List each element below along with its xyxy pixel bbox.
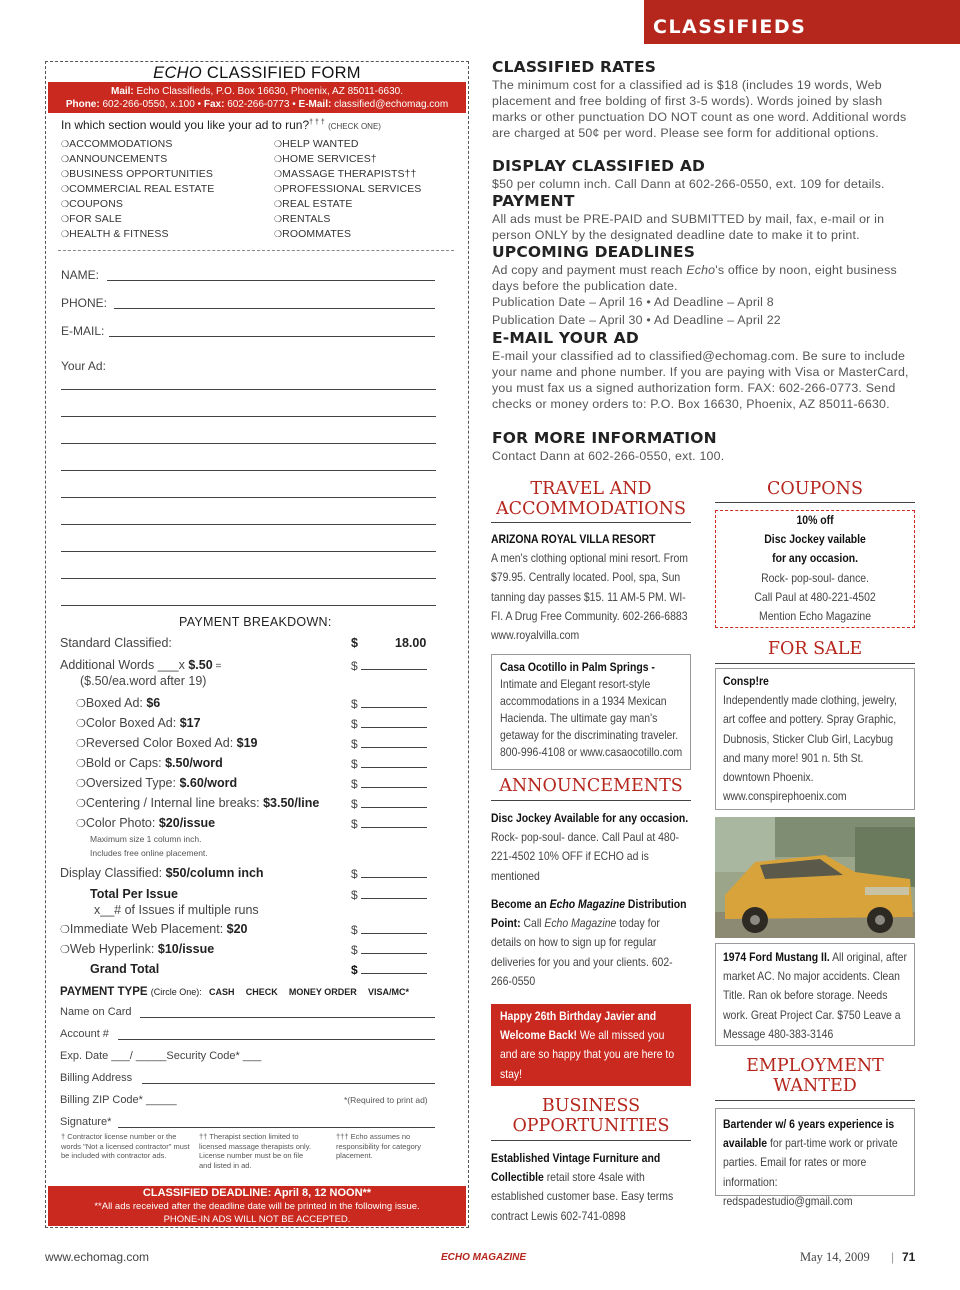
divider — [491, 522, 691, 523]
section-option[interactable]: ❍ PROFESSIONAL SERVICES — [274, 183, 421, 195]
amount-line[interactable]: $ — [351, 942, 427, 957]
for-sale-heading: FOR SALE — [767, 639, 863, 659]
ad-disc-jockey: Disc Jockey Available for any occasion. Rock- pop-soul- dance. Call Paul at 480-221-4502 10% OFF if ECHO ad is mentioned — [491, 811, 689, 883]
ad-text-line[interactable] — [61, 551, 436, 552]
amount-line[interactable]: $ — [351, 716, 427, 731]
amount-line[interactable]: $ — [351, 756, 427, 771]
ad-text-line[interactable] — [61, 470, 436, 471]
standard-amount: 18.00 — [395, 636, 427, 650]
payment-check[interactable]: CHECK — [245, 987, 278, 997]
amount-line[interactable]: $ — [351, 658, 427, 673]
signature-field[interactable] — [118, 1127, 435, 1128]
deadlines-heading: UPCOMING DEADLINES — [492, 243, 696, 261]
travel-heading: TRAVEL AND ACCOMMODATIONS — [496, 479, 686, 519]
phone-label: PHONE: — [61, 296, 108, 310]
account-field[interactable] — [118, 1039, 435, 1040]
billing-address-field[interactable] — [142, 1083, 435, 1084]
payment-breakdown-title: PAYMENT BREAKDOWN: — [179, 615, 332, 629]
display-text: $50 per column inch. Call Dann at 602-266-0550, ext. 109 for details. — [492, 177, 885, 191]
web-hyperlink-option[interactable]: ❍ Web Hyperlink: $10/issue — [60, 942, 214, 956]
section-option[interactable]: ❍ HELP WANTED — [274, 138, 359, 150]
section-option[interactable]: ❍ HOME SERVICES† — [274, 153, 377, 165]
ad-text-line[interactable] — [61, 416, 436, 417]
deadlines-text: Ad copy and payment must reach Echo's office by noon, eight business days before the publication date. — [492, 263, 897, 293]
deadline-april-30: Publication Date – April 30 • Ad Deadline – April 22 — [492, 313, 781, 327]
reversed-color-option[interactable]: ❍ Reversed Color Boxed Ad: $19 — [76, 736, 258, 750]
display-heading: DISPLAY CLASSIFIED AD — [492, 157, 706, 175]
email-label: E-MAIL: — [61, 324, 105, 338]
additional-note: ($.50/ea.word after 19) — [80, 674, 207, 688]
section-option[interactable]: ❍ COMMERCIAL REAL ESTATE — [61, 183, 214, 195]
billing-address-label: Billing Address — [60, 1072, 133, 1084]
online-note: Includes free online placement. — [90, 848, 208, 858]
business-heading: BUSINESS OPPORTUNITIES — [512, 1096, 670, 1136]
section-option[interactable]: ❍ COUPONS — [61, 198, 123, 210]
issues-note: x__# of Issues if multiple runs — [94, 903, 259, 917]
section-option[interactable]: ❍ ROOMMATES — [274, 228, 351, 240]
ad-text-line[interactable] — [61, 605, 436, 606]
ad-vintage-furniture: Established Vintage Furniture and Collectible retail store 4sale with established customer base. Easy terms contract Lewis 602-741-0898 — [491, 1151, 674, 1223]
section-option[interactable]: ❍ RENTALS — [274, 213, 331, 225]
footnote-therapist: †† Therapist section limited to licensed massage therapists only. License number must be on file and listed in ad. — [199, 1132, 312, 1170]
grand-total-line[interactable]: $ — [351, 962, 427, 977]
dollar-sign: $ — [351, 636, 358, 650]
payment-heading: PAYMENT — [492, 192, 575, 210]
phone-in-note: PHONE-IN ADS WILL NOT BE ACCEPTED. — [163, 1214, 351, 1225]
payment-text: All ads must be PRE-PAID and SUBMITTED by mail, fax, e-mail or in person ONLY by the designated deadline date to make it to print. — [492, 212, 885, 242]
name-field[interactable] — [107, 280, 435, 281]
employment-heading: EMPLOYMENT WANTED — [746, 1056, 884, 1096]
coupons-heading: COUPONS — [767, 479, 863, 499]
footnote-contractor: † Contractor license number or the words "Not a licensed contractor" must be included with contractor ads. — [61, 1132, 190, 1160]
section-option[interactable]: ❍ FOR SALE — [61, 213, 122, 225]
ad-text-line[interactable] — [61, 443, 436, 444]
amount-line[interactable]: $ — [351, 776, 427, 791]
payment-cash[interactable]: CASH — [208, 987, 235, 997]
amount-line[interactable]: $ — [351, 922, 427, 937]
more-info-text: Contact Dann at 602-266-0550, ext. 100. — [492, 449, 725, 463]
section-title: CLASSIFIEDS — [653, 16, 807, 38]
deadline-note: **All ads received after the deadline date will be printed in the following issue. — [94, 1201, 420, 1212]
additional-words: Additional Words ___x $.50 = — [60, 658, 222, 672]
ad-mustang: 1974 Ford Mustang II. All original, after market AC. No major accidents. Clean Title. Ran ok before storage. Needs work. Great Project Car. $750 Leave a Message 480-383-3146 — [723, 950, 907, 1041]
divider — [715, 663, 915, 664]
rates-heading: CLASSIFIED RATES — [492, 58, 657, 76]
name-on-card-field[interactable] — [140, 1017, 435, 1018]
more-info-heading: FOR MORE INFORMATION — [492, 429, 717, 447]
exp-date-security[interactable]: Exp. Date ___/ _____Security Code* ___ — [60, 1050, 262, 1062]
form-title: ECHO CLASSIFIED FORM — [153, 64, 361, 82]
amount-line[interactable]: $ — [351, 887, 427, 902]
deadline-april-16: Publication Date – April 16 • Ad Deadline – April 8 — [492, 295, 774, 309]
section-option[interactable]: ❍ HEALTH & FITNESS — [61, 228, 169, 240]
page-number: 71 — [902, 1250, 916, 1264]
ad-text-line[interactable] — [61, 389, 436, 390]
section-header-tab — [644, 0, 960, 44]
standard-label: Standard Classified: — [60, 636, 172, 650]
amount-line[interactable]: $ — [351, 816, 427, 831]
phone-field[interactable] — [114, 308, 435, 309]
classified-form — [45, 61, 469, 1228]
divider — [715, 502, 915, 503]
announcements-heading: ANNOUNCEMENTS — [499, 776, 683, 796]
divider — [491, 800, 691, 801]
ad-distribution-point: Become an Echo Magazine Distribution Point: Call Echo Magazine today for details on how to sign up for regular deliveries for you and your clients. 602-266-0550 — [491, 897, 687, 988]
coupon-disc-jockey: 10% off Disc Jockey vailable for any occasion. Rock- pop-soul- dance. Call Paul at 480-221-4502 Mention Echo Magazine — [754, 513, 876, 624]
footnote-placement: ††† Echo assumes no responsibility for category placement. — [336, 1132, 422, 1160]
ad-text-line[interactable] — [61, 497, 436, 498]
section-option[interactable]: ❍ REAL ESTATE — [274, 198, 353, 210]
section-option[interactable]: ❍ ACCOMMODATIONS — [61, 138, 172, 150]
account-label: Account # — [60, 1028, 109, 1040]
web-placement-option[interactable]: ❍ Immediate Web Placement: $20 — [60, 922, 248, 936]
grand-total-label: Grand Total — [90, 962, 160, 976]
ad-arizona-royal-villa: ARIZONA ROYAL VILLA RESORT A men's clothing optional mini resort. From $79.95. Centrally located. Pool, spa, Sun tanning day passes $15. 11 AM-5 PM. WI-FI. A Drug Free Community. 602-266-6883 www.royalvilla.com — [491, 532, 688, 643]
bold-caps-option[interactable]: ❍ Bold or Caps: $.50/word — [76, 756, 223, 770]
section-option[interactable]: ❍ MASSAGE THERAPISTS†† — [274, 168, 416, 180]
name-on-card-label: Name on Card — [60, 1006, 132, 1018]
email-field[interactable] — [109, 336, 435, 337]
payment-money-order[interactable]: MONEY ORDER — [288, 987, 357, 997]
amount-line[interactable]: $ — [351, 736, 427, 751]
email-text: E-mail your classified ad to classified@echomag.com. Be sure to include your name and phone number. If you are paying with Visa or MasterCard, you must fax us a signed authorization form. FAX: 602-266-0773. Send checks or money orders to: P.O. Box 16630, Phoenix, AZ 85011-6630. — [492, 349, 909, 411]
color-photo-option[interactable]: ❍ Color Photo: $20/issue — [76, 816, 215, 830]
section-option[interactable]: ❍ BUSINESS OPPORTUNITIES — [61, 168, 213, 180]
signature-label: Signature* — [60, 1116, 112, 1128]
footer-date: May 14, 2009 — [800, 1250, 870, 1264]
ad-conspire: Consp!re Independently made clothing, jewelry, art coffee and pottery. Spray Graphic, Dubnosis, Sticker Club Girl, Lacybug and many more! 901 n. 5th St. downtown Phoenix. www.conspirephoenix.com — [723, 674, 897, 804]
ad-text-line[interactable] — [61, 524, 436, 525]
amount-line[interactable]: $ — [351, 796, 427, 811]
ad-bartender: Bartender w/ 6 years experience is available for part-time work or private parties. Email for rates or more information: redspadestudio@gmail.com — [723, 1117, 898, 1208]
payment-visa-mc[interactable]: VISA/MC* — [367, 987, 409, 997]
rates-text: The minimum cost for a classified ad is $18 (includes 19 words, Web placement and free bolding of first 3-5 words). Words joined by slash marks or other punctuation DO NOT count as one word. Additional words are charged at 50¢ per word. Please see form for additional options. — [492, 78, 907, 140]
ad-casa-ocotillo: Casa Ocotillo in Palm Springs - Intimate and Elegant resort-style accommodations in a 1934 Mexican Hacienda. The ultimate gay man's getaway for the discriminating traveler. 800-996-4108 or www.casaocotillo.com — [500, 660, 683, 759]
display-classified: Display Classified: $50/column inch — [60, 866, 264, 880]
total-per-issue: Total Per Issue — [90, 887, 178, 901]
footer-separator: | — [891, 1250, 895, 1264]
billing-zip[interactable]: Billing ZIP Code* _____ — [60, 1094, 177, 1106]
divider — [491, 1140, 691, 1141]
max-size-note: Maximum size 1 column inch. — [90, 834, 202, 844]
boxed-ad-option[interactable]: ❍ Boxed Ad: $6 — [76, 696, 160, 710]
footer-magazine: ECHO MAGAZINE — [441, 1252, 526, 1263]
ad-birthday: Happy 26th Birthday Javier and Welcome Back! We all missed you and are so happy that you are here to stay! — [500, 1009, 675, 1081]
mustang-photo — [715, 817, 915, 938]
deadline-bar — [48, 1186, 466, 1226]
divider — [715, 1100, 915, 1101]
email-heading: E-MAIL YOUR AD — [492, 329, 639, 347]
deadline-title: CLASSIFIED DEADLINE: April 8, 12 NOON** — [142, 1187, 372, 1199]
your-ad-label: Your Ad: — [61, 359, 106, 373]
required-note: *(Required to print ad) — [344, 1095, 428, 1105]
centering-option[interactable]: ❍ Centering / Internal line breaks: $3.50/line — [76, 796, 319, 810]
amount-line[interactable]: $ — [351, 696, 427, 711]
color-boxed-option[interactable]: ❍ Color Boxed Ad: $17 — [76, 716, 201, 730]
divider — [58, 250, 454, 251]
form-contact-bar: Mail: Echo Classifieds, P.O. Box 16630, Phoenix, AZ 85011-6630. Phone: 602-266-0550, x.100 • Fax: 602-266-0773 • E-Mail: classified@echomag.com — [48, 82, 466, 113]
ad-text-line[interactable] — [61, 578, 436, 579]
section-question: In which section would you like your ad to run?† † † (CHECK ONE) — [61, 118, 381, 132]
name-label: NAME: — [61, 268, 100, 282]
section-option[interactable]: ❍ ANNOUNCEMENTS — [61, 153, 167, 165]
amount-line[interactable]: $ — [351, 866, 427, 881]
footer-url[interactable]: www.echomag.com — [45, 1250, 150, 1264]
oversized-option[interactable]: ❍ Oversized Type: $.60/word — [76, 776, 237, 790]
payment-type-row: PAYMENT TYPE (Circle One): CASH CHECK MONEY ORDER VISA/MC* — [60, 986, 409, 998]
